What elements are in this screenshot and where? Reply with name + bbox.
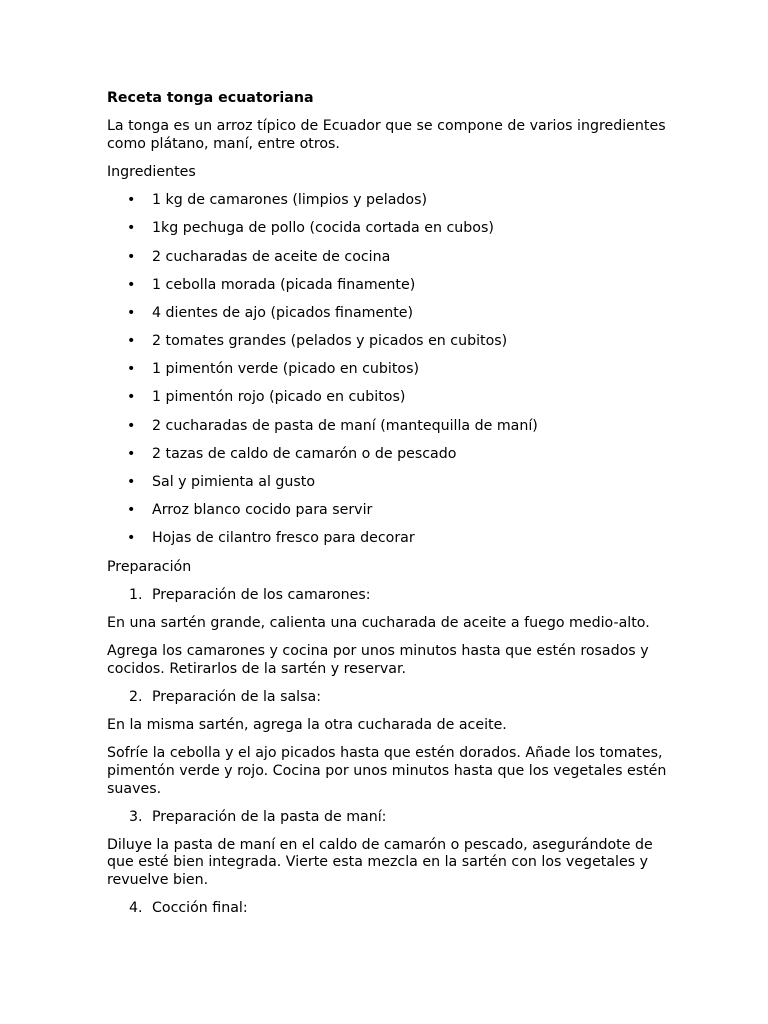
ingredient-text: 1kg pechuga de pollo (cocida cortada en cubos) — [152, 220, 494, 237]
bullet-icon: • — [127, 192, 136, 209]
ingredient-text: 1 pimentón verde (picado en cubitos) — [152, 361, 420, 378]
step-paragraph: Sofríe la cebolla y el ajo picados hasta que estén dorados. Añade los tomates, pimentón verde y rojo. Cocina por unos minutos hasta que los vegetales estén suaves. — [107, 745, 667, 797]
step-heading — [107, 809, 667, 827]
preparation-heading: Preparación — [107, 558, 192, 575]
step-number: 2. — [129, 688, 143, 705]
ingredient-item — [107, 474, 667, 492]
bullet-icon: • — [127, 417, 136, 434]
ingredient-text: 2 tomates grandes (pelados y picados en cubitos) — [152, 333, 508, 350]
bullet-icon: • — [127, 276, 136, 293]
ingredient-text: 2 cucharadas de aceite de cocina — [152, 248, 391, 265]
bullet-icon: • — [127, 248, 136, 265]
ingredient-text: 1 kg de camarones (limpios y pelados) — [152, 192, 428, 209]
bullet-icon: • — [127, 389, 136, 406]
step-paragraph: Agrega los camarones y cocina por unos minutos hasta que estén rosados y cocidos. Retirarlos de la sartén y reservar. — [107, 643, 649, 677]
step-title: Preparación de la salsa: — [152, 688, 321, 705]
ingredient-text: 1 cebolla morada (picada finamente) — [152, 276, 416, 293]
ingredient-item — [107, 277, 667, 295]
ingredient-item — [107, 361, 667, 379]
step-paragraph: Diluye la pasta de maní en el caldo de camarón o pescado, asegurándote de que esté bien integrada. Vierte esta mezcla en la sartén con los vegetales y revuelve bien. — [107, 836, 653, 889]
ingredient-text: 1 pimentón rojo (picado en cubitos) — [152, 389, 406, 406]
bullet-icon: • — [127, 502, 136, 519]
document-title: Receta tonga ecuatoriana — [107, 90, 314, 106]
step-title: Cocción final: — [152, 900, 248, 917]
ingredient-item — [107, 446, 667, 464]
ingredient-text: Hojas de cilantro fresco para decorar — [152, 530, 415, 547]
ingredient-text: 2 cucharadas de pasta de maní (mantequilla de maní) — [152, 417, 538, 434]
bullet-icon: • — [127, 474, 136, 491]
step-heading — [107, 689, 667, 707]
bullet-icon: • — [127, 530, 136, 547]
step-heading — [107, 587, 667, 605]
step-number: 4. — [129, 900, 143, 917]
ingredient-item — [107, 333, 667, 351]
bullet-icon: • — [127, 304, 136, 321]
step-title: Preparación de la pasta de maní: — [152, 808, 387, 825]
ingredients-list — [107, 192, 667, 548]
ingredient-item — [107, 192, 667, 210]
ingredient-text: 4 dientes de ajo (picados finamente) — [152, 304, 414, 321]
step-number: 1. — [129, 586, 143, 603]
ingredient-item — [107, 418, 667, 436]
ingredient-item — [107, 305, 667, 323]
step-paragraph: En una sartén grande, calienta una cucharada de aceite a fuego medio-alto. — [107, 614, 650, 631]
ingredient-item — [107, 389, 667, 407]
bullet-icon: • — [127, 333, 136, 350]
ingredient-item — [107, 502, 667, 520]
intro-paragraph: La tonga es un arroz típico de Ecuador que se compone de varios ingredientes como plátano, maní, entre otros. — [107, 118, 666, 152]
bullet-icon: • — [127, 445, 136, 462]
ingredient-item — [107, 220, 667, 238]
ingredient-item — [107, 249, 667, 267]
bullet-icon: • — [127, 361, 136, 378]
ingredient-text: Arroz blanco cocido para servir — [152, 502, 373, 519]
step-title: Preparación de los camarones: — [152, 586, 371, 603]
document-page — [107, 90, 667, 928]
step-paragraph: En la misma sartén, agrega la otra cucharada de aceite. — [107, 717, 507, 734]
step-number: 3. — [129, 808, 143, 825]
ingredient-text: Sal y pimienta al gusto — [152, 474, 316, 491]
step-heading — [107, 900, 667, 918]
bullet-icon: • — [127, 220, 136, 237]
ingredients-heading: Ingredientes — [107, 163, 196, 180]
ingredient-text: 2 tazas de caldo de camarón o de pescado — [152, 445, 457, 462]
ingredient-item — [107, 530, 667, 548]
